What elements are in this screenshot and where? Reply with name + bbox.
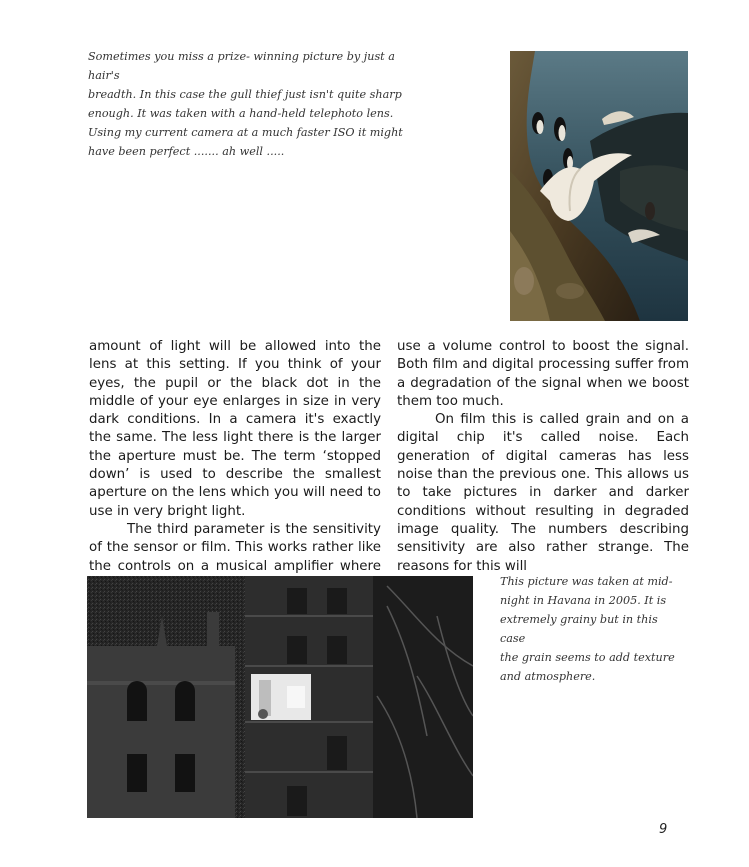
- body-paragraph: On film this is called grain and on a digital chip it's called noise. Each generation of digital cameras has less noise than the previous one. This allows us to take pictures in darker and darker conditions without resulting in degraded image quality. The numbers describing sensitivity are also rather strange. The reasons for this will: [397, 412, 689, 574]
- body-column-left: [89, 338, 381, 594]
- bottom-photo-caption: [500, 572, 675, 686]
- seabirds-on-cliff-photo: [510, 51, 688, 321]
- caption-line: breadth. In this case the gull thief just isn't quite sharp: [88, 88, 402, 101]
- body-paragraph: amount of light will be allowed into the lens at this setting. If you think of your eyes, the pupil or the black dot in the middle of your eye enlarges in size in very dark conditions. In a camera it's exactly the same. The less light there is the larger the aperture must be. The term ‘stopped down’ is used to describe the smallest aperture on the lens which you will need to use in very bright light.: [89, 339, 381, 519]
- caption-line: extremely grainy but in this case: [500, 613, 658, 645]
- caption-line: have been perfect ....... ah well .....: [88, 145, 285, 158]
- caption-line: This picture was taken at mid-: [500, 575, 673, 588]
- caption-line: and atmosphere.: [500, 670, 596, 683]
- havana-photo-image: [87, 576, 473, 818]
- seabirds-photo-image: [510, 51, 688, 321]
- caption-line: enough. It was taken with a hand-held telephoto lens.: [88, 107, 394, 120]
- havana-night-building-photo: [87, 576, 473, 818]
- body-paragraph: use a volume control to boost the signal. Both film and digital processing suffer from a degradation of the signal when we boost them too much.: [397, 339, 689, 409]
- caption-line: Using my current camera at a much faster ISO it might: [88, 126, 403, 139]
- page-number: 9: [659, 822, 668, 837]
- body-paragraph: The third parameter is the sensitivity of the sensor or film. This works rather like the controls on a musical amplifier where: [89, 521, 381, 574]
- caption-line: the grain seems to add texture: [500, 651, 675, 664]
- top-photo-caption: [88, 47, 413, 161]
- body-column-right: [397, 338, 689, 576]
- caption-line: Sometimes you miss a prize- winning picture by just a hair's: [88, 50, 395, 82]
- caption-line: night in Havana in 2005. It is: [500, 594, 667, 607]
